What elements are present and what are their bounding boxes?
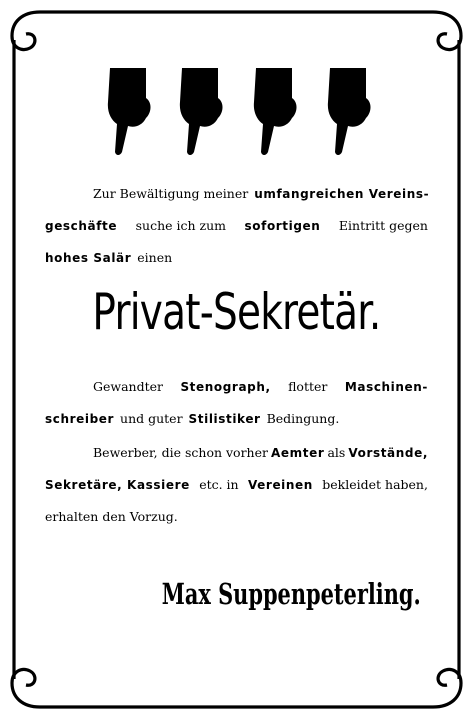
bold-text-run: schreiber bbox=[45, 412, 115, 426]
signature: Max Suppenpeterling. bbox=[161, 577, 421, 611]
text-run: einen bbox=[137, 250, 173, 265]
preference-line-3 bbox=[45, 501, 428, 533]
bold-text-run: Stilistiker bbox=[188, 412, 261, 426]
text-run: erhalten den Vorzug. bbox=[45, 509, 178, 524]
intro-line-2 bbox=[45, 210, 428, 242]
text-run: etc. in bbox=[199, 477, 239, 492]
text-run: Gewandter bbox=[93, 379, 163, 394]
bold-text-run: sofortigen bbox=[244, 219, 321, 233]
pointing-hand-icon bbox=[108, 68, 151, 155]
bold-text-run: Vereinen bbox=[247, 478, 313, 492]
pointing-hand-icon bbox=[180, 68, 223, 155]
text-run: Bedingung. bbox=[266, 411, 340, 426]
bold-text-run: umfangreichen Vereins- bbox=[254, 187, 430, 201]
text-run: Eintritt gegen bbox=[338, 218, 428, 233]
preference-line-2 bbox=[45, 469, 428, 501]
bold-text-run: Stenograph, bbox=[180, 380, 271, 394]
bold-text-run: geschäfte bbox=[45, 219, 118, 233]
requirements-line-1 bbox=[45, 371, 428, 403]
text-run: Bewerber, die schon vorher bbox=[93, 445, 268, 460]
requirements-paragraph bbox=[45, 371, 428, 435]
bold-text-run: hohes Salär bbox=[45, 251, 132, 265]
text-run: als bbox=[327, 445, 346, 460]
bold-text-run: Maschinen- bbox=[344, 380, 428, 394]
headline: Privat-Sekretär. bbox=[92, 283, 381, 341]
text-run: flotter bbox=[288, 379, 328, 394]
bold-text-run: Sekretäre, Kassiere bbox=[45, 478, 190, 492]
text-run: und guter bbox=[120, 411, 183, 426]
text-run: suche ich zum bbox=[135, 218, 227, 233]
requirements-line-2 bbox=[45, 403, 428, 435]
intro-paragraph bbox=[45, 178, 428, 274]
text-run: bekleidet haben, bbox=[322, 477, 428, 492]
intro-line-3 bbox=[45, 242, 428, 274]
preference-paragraph bbox=[45, 437, 428, 533]
text-run: Zur Bewältigung meiner bbox=[93, 186, 249, 201]
intro-line-1 bbox=[45, 178, 428, 210]
pointing-hand-icon bbox=[328, 68, 371, 155]
preference-line-1 bbox=[45, 437, 428, 469]
bold-text-run: Aemter bbox=[271, 446, 325, 460]
pointing-hand-icon bbox=[254, 68, 297, 155]
bold-text-run: Vorstände, bbox=[348, 446, 428, 460]
